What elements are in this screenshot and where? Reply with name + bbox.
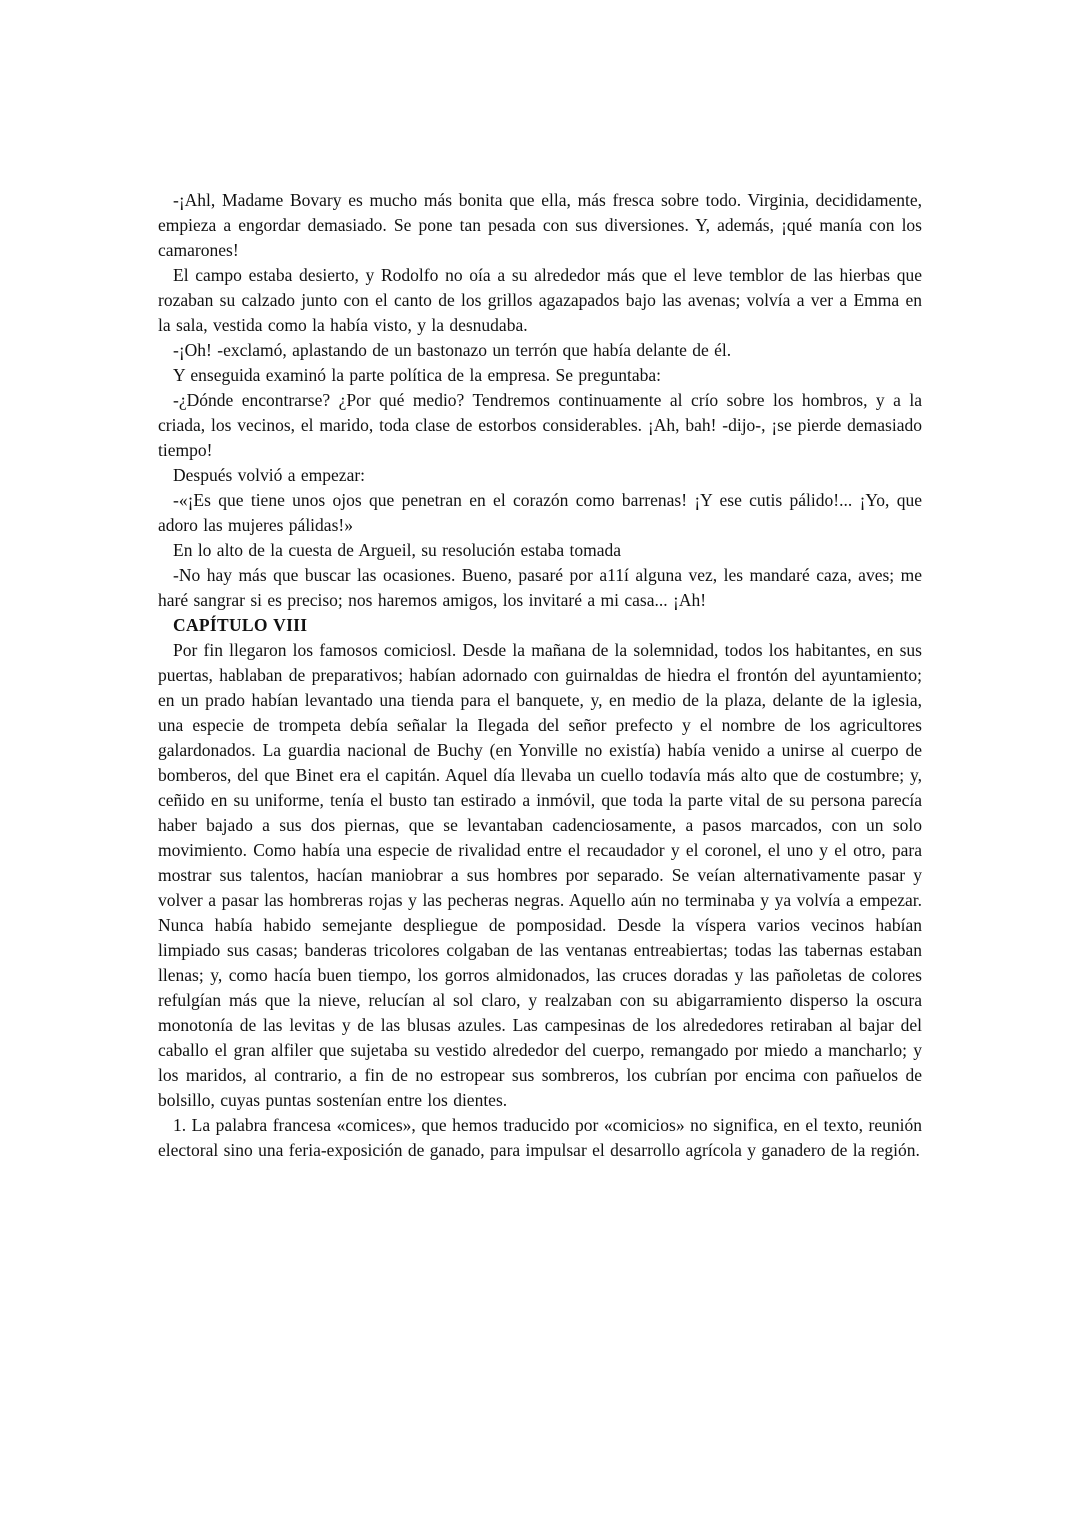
chapter-heading: CAPÍTULO VIII — [173, 615, 308, 635]
paragraph: Después volvió a empezar: — [173, 465, 366, 485]
paragraph: En lo alto de la cuesta de Argueil, su resolución estaba tomada — [173, 540, 622, 560]
paragraph: Por fin llegaron los famosos comiciosl. Desde la mañana de la solemnidad, todos los habitantes, en sus puertas, hablaban de preparativos; habían adornado con guirnaldas de hiedra el frontón del ayuntamiento; en un prado habían levantado una tienda para el banquete, y, en medio de la plaza, delante de la iglesia, una especie de trompeta debía señalar la Ilegada del señor prefecto y el nombre de los agricultores galardonados. La guardia nacional de Buchy (en Yonville no existía) había venido a unirse al cuerpo de bomberos, del que Binet era el capitán. Aquel día llevaba un cuello todavía más alto que de costumbre; y, ceñido en su uniforme, tenía el busto tan estirado a inmóvil, que toda la parte vital de su persona parecía haber bajado a sus dos piernas, que se levantaban cadenciosamente, a pasos marcados, con un solo movimiento. Como había una especie de rivalidad entre el recaudador y el coronel, el uno y el otro, para mostrar sus talentos, hacían maniobrar a sus hombres por separado. Se veían alternativamente pasar y volver a pasar las hombreras rojas y las pecheras negras. Aquello aún no terminaba y ya volvía a empezar. Nunca había habido semejante despliegue de pomposidad. Desde la víspera varios vecinos habían limpiado sus casas; banderas tricolores colgaban de las ventanas entreabiertas; todas las tabernas estaban llenas; y, como hacía buen tiempo, los gorros almidonados, las cruces doradas y las pañoletas de colores refulgían más que la nieve, relucían al sol claro, y realzaban con su abigarramiento disperso la oscura monotonía de las levitas y de las blusas azules. Las campesinas de los alrededores retiraban al bajar del caballo el gran alfiler que sujetaba su vestido alrededor del cuerpo, remangado por miedo a mancharlo; y los maridos, al contrario, a fin de no estropear sus sombreros, los cubrían por encima con pañuelos de bolsillo, cuyas puntas sostenían entre los dientes. — [158, 640, 922, 1110]
paragraph: El campo estaba desierto, y Rodolfo no oía a su alrededor más que el leve temblor de las hierbas que rozaban su calzado junto con el canto de los grillos agazapados bajo las avenas; volvía a ver a Emma en la sala, vestida como la había visto, y la desnudaba. — [158, 265, 922, 335]
paragraph: -¡Oh! -exclamó, aplastando de un bastonazo un terrón que había delante de él. — [173, 340, 732, 360]
paragraph: Y enseguida examinó la parte política de la empresa. Se preguntaba: — [173, 365, 661, 385]
paragraph: -¿Dónde encontrarse? ¿Por qué medio? Tendremos continuamente al crío sobre los hombros, y a la criada, los vecinos, el marido, toda clase de estorbos considerables. ¡Ah, bah! -dijo-, ¡se pierde demasiado tiempo! — [158, 390, 922, 460]
paragraph: -«¡Es que tiene unos ojos que penetran en el corazón como barrenas! ¡Y ese cutis pálido!... ¡Yo, que adoro las mujeres pálidas!» — [158, 490, 922, 535]
body-text — [158, 188, 922, 1163]
paragraph: -¡Ahl, Madame Bovary es mucho más bonita que ella, más fresca sobre todo. Virginia, decididamente, empieza a engordar demasiado. Se pone tan pesada con sus diversiones. Y, además, ¡qué manía con los camarones! — [158, 190, 922, 260]
paragraph: -No hay más que buscar las ocasiones. Bueno, pasaré por a11í alguna vez, les mandaré caza, aves; me haré sangrar si es preciso; nos haremos amigos, los invitaré a mi casa... ¡Ah! — [158, 565, 922, 610]
footnote: 1. La palabra francesa «comices», que hemos traducido por «comicios» no significa, en el texto, reunión electoral sino una feria-exposición de ganado, para impulsar el desarrollo agrícola y ganadero de la región. — [158, 1115, 922, 1160]
